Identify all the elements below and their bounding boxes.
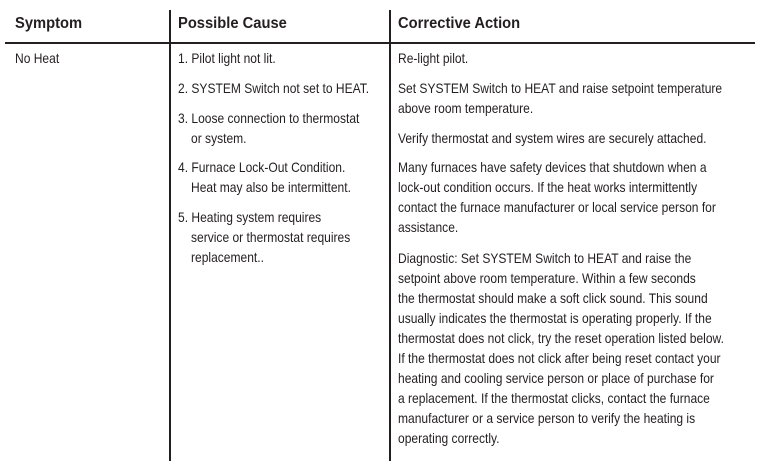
action-line: If the thermostat does not click after being reset contact your bbox=[398, 350, 721, 366]
header-possible-cause: Possible Cause bbox=[178, 15, 287, 32]
action-line: operating correctly. bbox=[398, 430, 500, 446]
action-line: Re-light pilot. bbox=[398, 50, 469, 66]
cause-line: 2. SYSTEM Switch not set to HEAT. bbox=[178, 80, 370, 96]
action-line: assistance. bbox=[398, 219, 459, 235]
action-line: Many furnaces have safety devices that shutdown when a bbox=[398, 159, 707, 175]
cause-line: 1. Pilot light not lit. bbox=[178, 50, 276, 66]
column-divider bbox=[169, 10, 171, 461]
action-line: Diagnostic: Set SYSTEM Switch to HEAT and raise the bbox=[398, 250, 692, 266]
cause-line: service or thermostat requires bbox=[191, 229, 351, 245]
action-line: lock-out condition occurs. If the heat works intermittently bbox=[398, 179, 698, 195]
symptom-cell: No Heat bbox=[15, 50, 60, 66]
header-symptom: Symptom bbox=[15, 15, 83, 32]
action-line: setpoint above room temperature. Within a few seconds bbox=[398, 270, 696, 286]
action-line: manufacturer or a service person to verify the heating is bbox=[398, 410, 696, 426]
action-line: a replacement. If the thermostat clicks, contact the furnace bbox=[398, 390, 710, 406]
cause-line: 3. Loose connection to thermostat bbox=[178, 110, 360, 126]
action-line: Verify thermostat and system wires are securely attached. bbox=[398, 130, 707, 146]
action-line: above room temperature. bbox=[398, 100, 534, 116]
cause-line: 5. Heating system requires bbox=[178, 209, 322, 225]
action-line: the thermostat should make a soft click sound. This sound bbox=[398, 290, 708, 306]
cause-line: Heat may also be intermittent. bbox=[191, 179, 351, 195]
cause-line: replacement.. bbox=[191, 249, 264, 265]
cause-line: 4. Furnace Lock-Out Condition. bbox=[178, 159, 346, 175]
action-line: Set SYSTEM Switch to HEAT and raise setpoint temperature bbox=[398, 80, 723, 96]
header-rule bbox=[5, 42, 755, 44]
action-line: thermostat does not click, try the reset operation listed below. bbox=[398, 330, 724, 346]
action-line: contact the furnace manufacturer or local service person for bbox=[398, 199, 716, 215]
header-corrective-action: Corrective Action bbox=[398, 15, 521, 32]
cause-line: or system. bbox=[191, 130, 247, 146]
column-divider bbox=[389, 10, 391, 461]
action-line: usually indicates the thermostat is operating properly. If the bbox=[398, 310, 712, 326]
action-line: heating and cooling service person or place of purchase for bbox=[398, 370, 714, 386]
